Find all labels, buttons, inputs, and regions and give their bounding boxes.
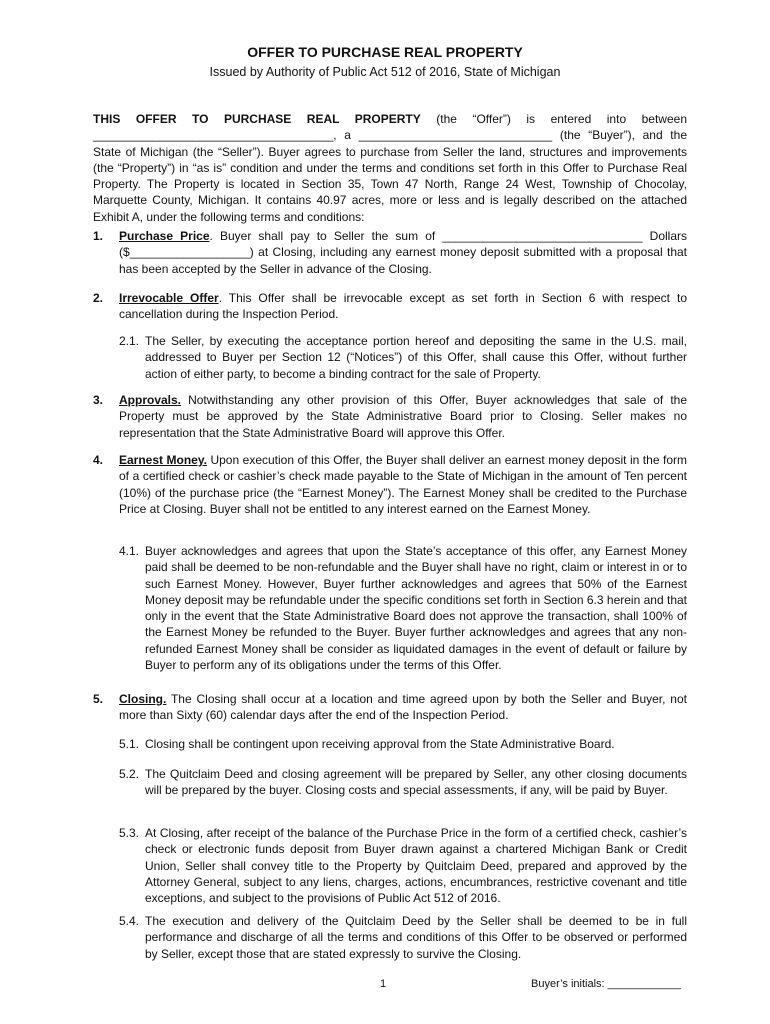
section-text: . Buyer shall pay to Seller the sum of ______________________________ Dollars ($__________________) at Closing, including any earnest money deposit submitted with a proposal that has been accepted by the Seller in advance of the Closing. [119,229,688,276]
subsection-number: 5.3. [119,826,140,840]
section-text: The Closing shall occur at a location and time agreed upon by both the Seller and Buyer, not more than Sixty (60) calendar days after the end of the Inspection Period. [119,692,687,723]
subsection-5-4 [119,913,687,962]
section-earnest-money [93,452,687,517]
section-heading: Irrevocable Offer [119,291,219,305]
subsection-5-1 [119,736,687,752]
section-text: . This Offer shall be irrevocable except as set forth in Section 6 with respect to cancellation during the Inspection Period. [119,291,687,322]
intro-lead: THIS OFFER TO PURCHASE REAL PROPERTY [93,112,421,126]
subsection-text: Buyer acknowledges and agrees that upon the State’s acceptance of this offer, any Earnest Money paid shall be deemed to be non-refundable and the Buyer shall have no right, claim or interest in or to such Earnest Money. However, Buyer further acknowledges and agrees that 50% of the Earnest Money deposit may be refundable under the specific conditions set forth in Section 6.3 herein and that only in the event that the State Administrative Board does not approve the transaction, shall 100% of the Earnest Money be refunded to the Buyer. Buyer further acknowledges and agrees that any non-refunded Earnest Money shall be consider as liquidated damages in the event of default or failure by Buyer to perform any of its obligations under the terms of this Offer. [145,544,687,673]
intro-paragraph [93,111,687,225]
section-number: 4. [93,453,104,467]
intro-text: (the “Offer”) is entered into between ____________________________________, a _____________________________ (the “Buyer”), and the State of Michigan (the “Seller”). Buyer agrees to purchase from Seller the land, structures and improvements (the “Property”) in “as is” condition and under the terms and conditions set forth in this Offer to Purchase Real Property. The Property is located in Section 35, Town 47 North, Range 24 West, Township of Chocolay, Marquette County, Michigan. It contains 40.97 acres, more or less and is legally described on the attached Exhibit A, under the following terms and conditions: [93,112,687,224]
buyer-initials-line: Buyer’s initials: ____________ [531,978,682,990]
subsection-text: The Quitclaim Deed and closing agreement will be prepared by Seller, any other closing documents will be prepared by the buyer. Closing costs and special assessments, if any, will be paid by Buyer. [145,767,687,798]
page-number: 1 [380,978,387,990]
section-heading: Purchase Price [119,229,210,243]
section-number: 1. [93,229,104,243]
subsection-4-1 [119,543,687,673]
subsection-number: 5.1. [119,737,140,751]
section-heading: Earnest Money. [119,453,207,467]
section-text: Notwithstanding any other provision of this Offer, Buyer acknowledges that sale of the Property must be approved by the State Administrative Board prior to Closing. Seller makes no representation that the State Administrative Board will approve this Offer. [119,393,687,440]
section-number: 2. [93,291,104,305]
subsection-number: 2.1. [119,334,140,348]
subsection-number: 5.4. [119,914,140,928]
section-irrevocable-offer [93,290,687,323]
section-purchase-price [93,228,687,277]
section-heading: Closing. [119,692,167,706]
document-title: OFFER TO PURCHASE REAL PROPERTY [247,44,523,60]
subsection-text: The execution and delivery of the Quitclaim Deed by the Seller shall be deemed to be in full performance and discharge of all the terms and conditions of this Offer to be observed or performed by Seller, except those that are stated expressly to survive the Closing. [145,914,687,961]
subsection-text: Closing shall be contingent upon receiving approval from the State Administrative Board. [145,737,615,751]
section-number: 5. [93,692,104,706]
subsection-number: 5.2. [119,767,140,781]
subsection-number: 4.1. [119,544,140,558]
subsection-5-3 [119,825,687,906]
section-text: Upon execution of this Offer, the Buyer shall deliver an earnest money deposit in the form of a certified check or cashier’s check made payable to the State of Michigan in the amount of Ten percent (10%) of the purchase price (the “Earnest Money”). The Earnest Money shall be credited to the Purchase Price at Closing. Buyer shall not be entitled to any interest earned on the Earnest Money. [119,453,687,516]
subsection-text: At Closing, after receipt of the balance of the Purchase Price in the form of a certified check, cashier’s check or electronic funds deposit from Buyer drawn against a chartered Michigan Bank or Credit Union, Seller shall convey title to the Property by Quitclaim Deed, prepared and approved by the Attorney General, subject to any liens, charges, actions, encumbrances, restrictive covenant and title exceptions, and subject to the provisions of Public Act 512 of 2016. [145,826,687,906]
section-number: 3. [93,393,104,407]
section-closing [93,691,687,724]
document-subtitle: Issued by Authority of Public Act 512 of 2016, State of Michigan [209,65,561,79]
section-approvals [93,392,687,441]
subsection-2-1 [119,333,687,382]
section-heading: Approvals. [119,393,182,407]
subsection-5-2 [119,766,687,799]
subsection-text: The Seller, by executing the acceptance portion hereof and depositing the same in the U.S. mail, addressed to Buyer per Section 12 (“Notices”) of this Offer, shall cause this Offer, without further action of either party, to become a binding contract for the sale of Property. [145,334,687,381]
